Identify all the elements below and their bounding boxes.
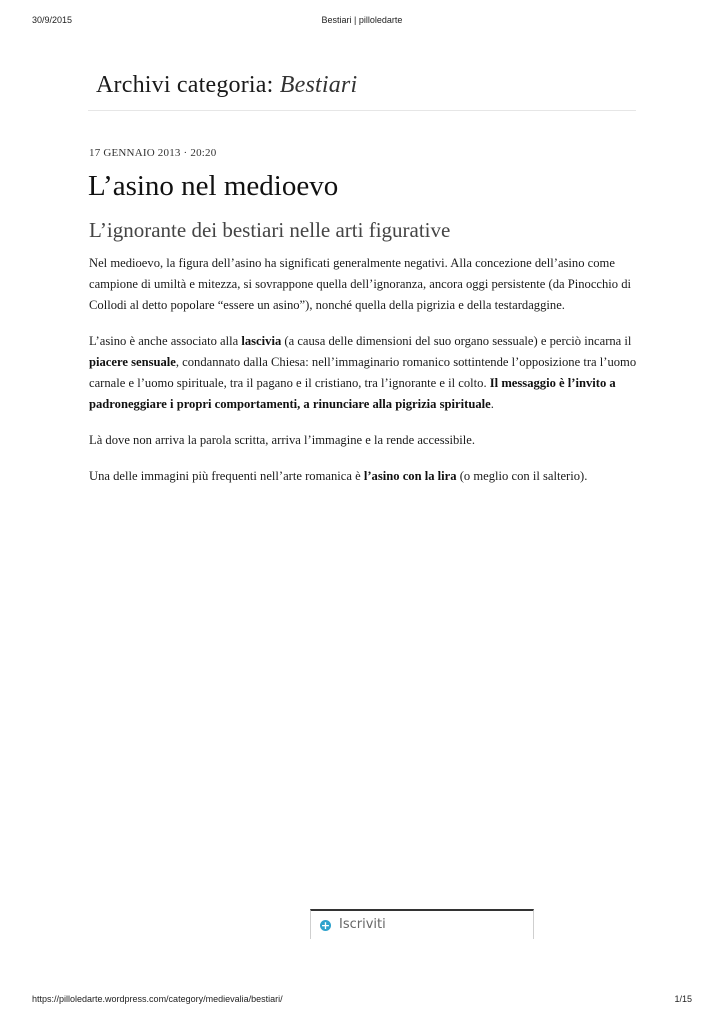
paragraph-1: Nel medioevo, la figura dell’asino ha significati generalmente negativi. Alla concezione dell’asino come campione di umiltà e mitezza, si sovrappone quella dell’ignoranza, ancora oggi persistente (da Pinocchio di Collodi al detto popolare “essere un asino”), nonché quella della pigrizia e della testardaggine.: [89, 256, 632, 312]
print-page-title: Bestiari | pilloledarte: [321, 15, 403, 25]
print-page-number: 1/15: [674, 994, 692, 1004]
text-run: (a causa delle dimensioni del suo organo sessuale) e perciò incarna il: [281, 334, 632, 348]
bold-asino-con-la-lira: l’asino con la lira: [363, 469, 457, 483]
plus-circle-icon: +: [320, 919, 331, 932]
print-url: https://pilloledarte.wordpress.com/category/medievalia/bestiari/: [32, 994, 283, 1004]
post-date-link[interactable]: 17 GENNAIO 2013 · 20:20: [89, 147, 217, 159]
archive-category: Bestiari: [279, 72, 358, 98]
follow-button[interactable]: [310, 909, 534, 939]
text-run: (o meglio con il salterio).: [456, 469, 588, 483]
text-run: , condannato dalla Chiesa: nell’immaginario romanico sottintende l’opposizione tra l’uomo carnale e l’uomo spirituale, tra il pagano e il cristiano, tra l’ignorante e il colto.: [89, 355, 637, 390]
post-subtitle: L’ignorante dei bestiari nelle arti figurative: [89, 218, 451, 242]
bold-messaggio: Il messaggio è l’invito a padroneggiare i propri comportamenti, a rinunciare alla pigrizia spirituale: [89, 376, 616, 411]
text-run: L’asino è anche associato alla: [89, 334, 242, 348]
text-run: Una delle immagini più frequenti nell’arte romanica è: [89, 469, 364, 483]
text-run: .: [490, 397, 494, 411]
bold-lascivia: lascivia: [241, 334, 282, 348]
paragraph-2: [89, 331, 637, 415]
archive-title: [96, 72, 636, 99]
archive-prefix: Archivi categoria:: [96, 72, 274, 98]
print-date: 30/9/2015: [32, 15, 73, 25]
divider: [88, 110, 636, 111]
bold-piacere-sensuale: piacere sensuale: [89, 355, 176, 369]
paragraph-4: [89, 466, 637, 487]
post-title-link[interactable]: L’asino nel medioevo: [88, 170, 339, 202]
post-content: [89, 253, 637, 502]
paragraph-3: Là dove non arriva la parola scritta, arriva l’immagine e la rende accessibile.: [89, 433, 476, 447]
follow-label: Iscriviti: [339, 917, 386, 932]
